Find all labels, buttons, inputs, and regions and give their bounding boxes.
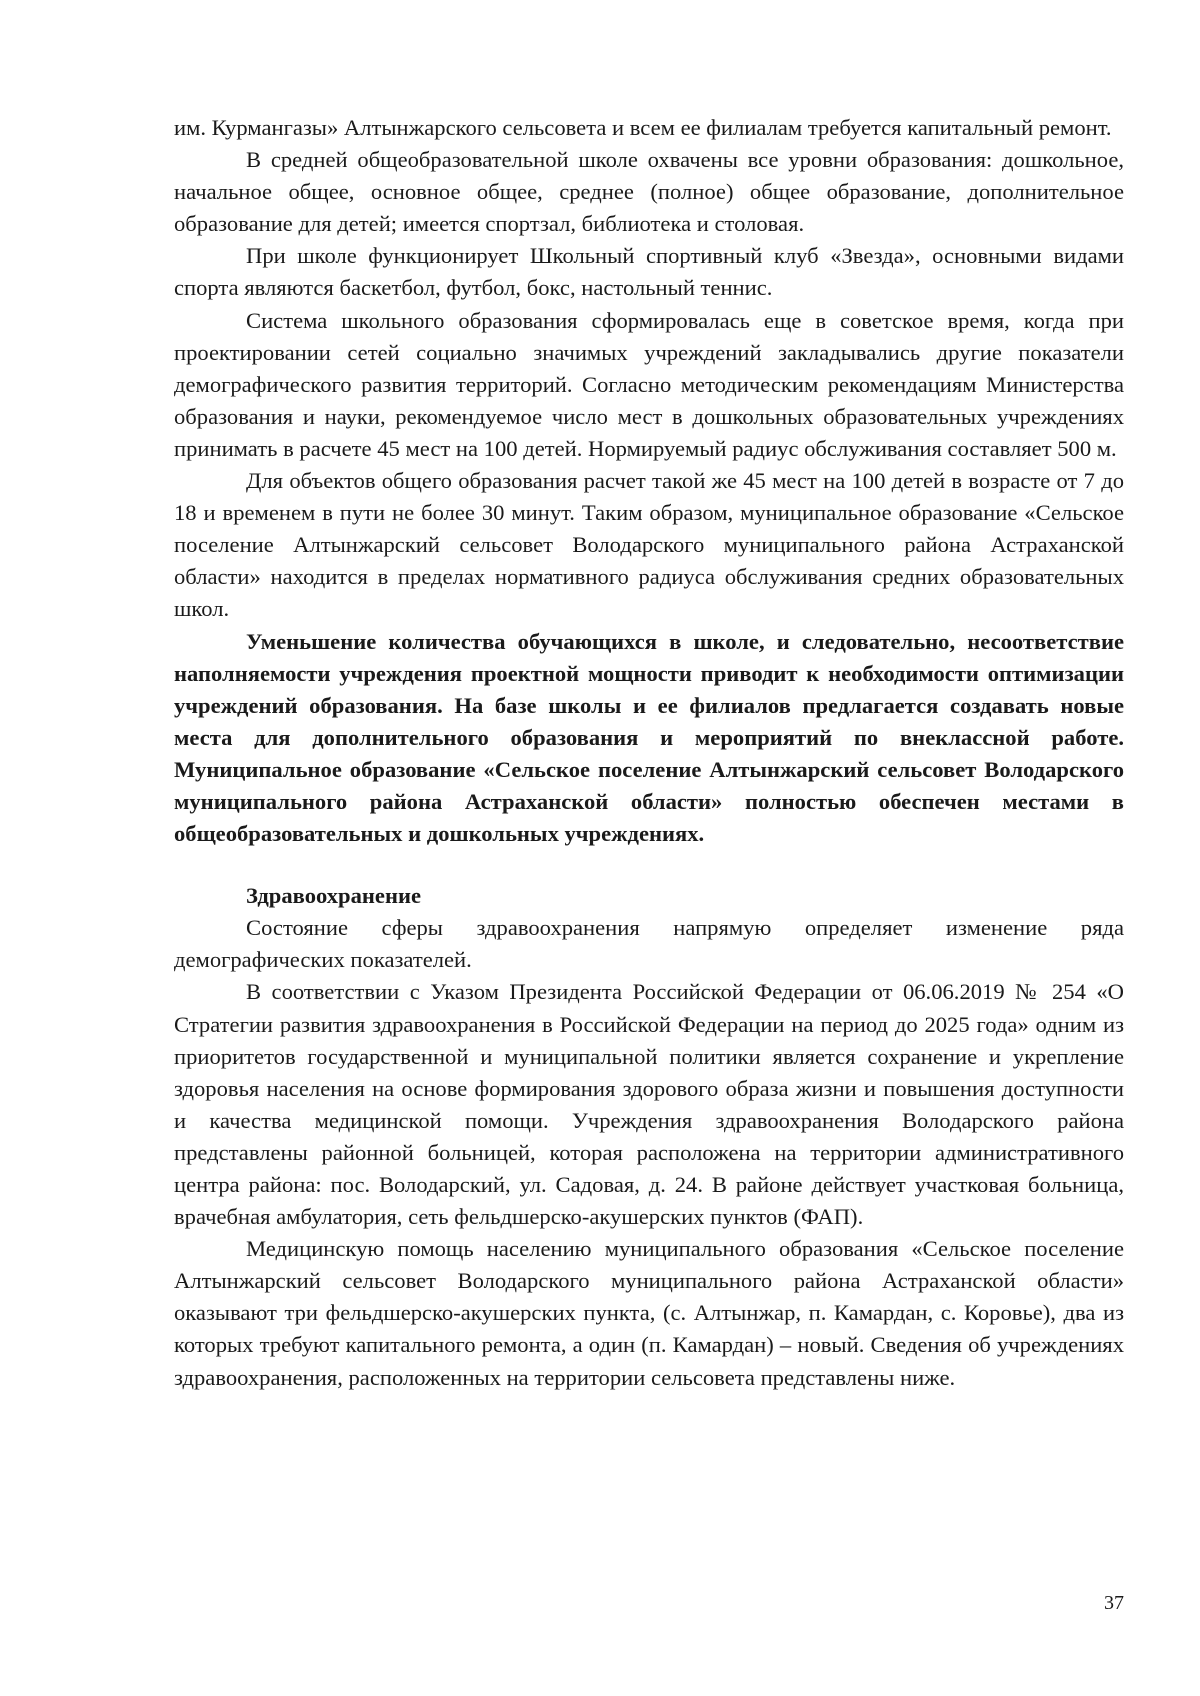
page-number: 37 (1104, 1592, 1124, 1614)
paragraph-general-education: Для объектов общего образования расчет такой же 45 мест на 100 детей в возрасте от 7 до 18 и временем в пути не более 30 минут. Таким образом, муниципальное образование «Сельское поселение Алтынжарский сельсовет Володарского муниципального района Астраханской области» находится в пределах нормативного радиуса обслуживания средних образовательных школ. (174, 468, 1124, 622)
paragraph-medical-assistance: Медицинскую помощь населению муниципального образования «Сельское поселение Алтынжарский сельсовет Володарского муниципального района Астраханской области» оказывают три фельдшерско-акушерских пункта, (с. Алтынжар, п. Камардан, с. Коровье), два из которых требуют капитального ремонта, а один (п. Камардан) – новый. Сведения об учреждениях здравоохранения, расположенных на территории сельсовета представлены ниже. (174, 1236, 1124, 1390)
paragraph-education-levels: В средней общеобразовательной школе охвачены все уровни образования: дошкольное, начальное общее, основное общее, среднее (полное) общее образование, дополнительное образование для детей; имеется спортзал, библиотека и столовая. (174, 147, 1124, 237)
paragraph-school-system: Система школьного образования сформировалась еще в советское время, когда при проектировании сетей социально значимых учреждений закладывались другие показатели демографического развития территорий. Согласно методическим рекомендациям Министерства образования и науки, рекомендуемое число мест в дошкольных образовательных учреждениях принимать в расчете 45 мест на 100 детей. Нормируемый радиус обслуживания составляет 500 м. (174, 307, 1124, 461)
section-heading-healthcare: Здравоохранение (246, 883, 422, 909)
paragraph-sports-club: При школе функционирует Школьный спортивный клуб «Звезда», основными видами спорта являются баскетбол, футбол, бокс, настольный теннис. (174, 243, 1124, 301)
document-page (174, 112, 1124, 1394)
paragraph-health-decree: В соответствии с Указом Президента Российской Федерации от 06.06.2019 № 254 «О Стратегии развития здравоохранения в Российской Федерации на период до 2025 года» одним из приоритетов государственной и муниципальной политики является сохранение и укрепление здоровья населения на основе формирования здорового образа жизни и повышения доступности и качества медицинской помощи. Учреждения здравоохранения Володарского района представлены районной больницей, которая расположена на территории административного центра района: пос. Володарский, ул. Садовая, д. 24. В районе действует участковая больница, врачебная амбулатория, сеть фельдшерско-акушерских пунктов (ФАП). (174, 979, 1124, 1230)
paragraph-health-demographics: Состояние сферы здравоохранения напрямую определяет изменение ряда демографических показателей. (174, 915, 1124, 973)
paragraph-optimization-bold: Уменьшение количества обучающихся в школе, и следовательно, несоответствие наполняемости учреждения проектной мощности приводит к необходимости оптимизации учреждений образования. На базе школы и ее филиалов предлагается создавать новые места для дополнительного образования и мероприятий по внеклассной работе. Муниципальное образование «Сельское поселение Алтынжарский сельсовет Володарского муниципального района Астраханской области» полностью обеспечен местами в общеобразовательных и дошкольных учреждениях. (174, 628, 1124, 847)
paragraph-school-repair: им. Курмангазы» Алтынжарского сельсовета и всем ее филиалам требуется капитальный ремонт. (174, 115, 1112, 140)
